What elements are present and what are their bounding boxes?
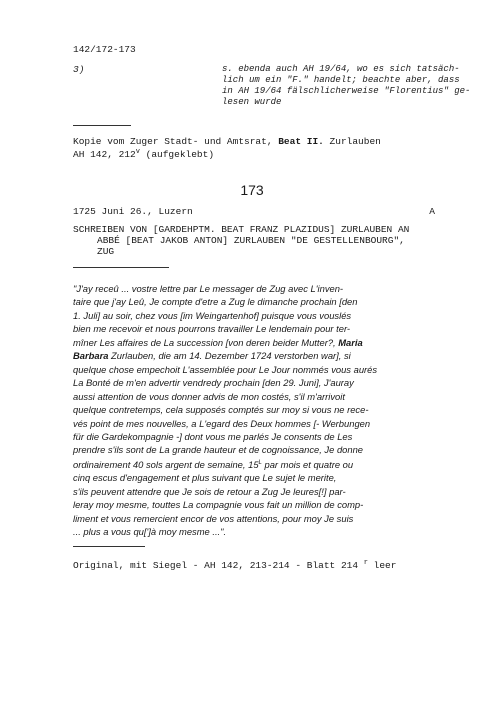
date-place: 1725 Juni 26., Luzern bbox=[73, 206, 193, 217]
heading-line: ABBÉ [BEAT JAKOB ANTON] ZURLAUBEN "DE GESTELLENBOURG", bbox=[97, 235, 405, 246]
letter-line: s'ils peuvent attendre que Je sois de retour a Zug Je leures[!] par- bbox=[73, 485, 346, 497]
copy-suffix: Zurlauben bbox=[323, 136, 381, 147]
letter-line: vés point de mes nouvelles, a L'egard des Deux hommes [- Werbungen bbox=[73, 417, 371, 429]
copy-prefix: Kopie vom Zuger Stadt- und Amtsrat, bbox=[73, 136, 279, 147]
letter-line-text: Zurlauben, die am 14. Dezember 1724 verstorben war], si bbox=[108, 350, 351, 362]
document-number: 173 bbox=[240, 182, 264, 198]
letter-line-text: mîner Les affaires de La succession [von deren beider Mutter?, bbox=[73, 336, 339, 348]
letter-line bbox=[73, 349, 377, 362]
letter-name-maria: Maria bbox=[338, 336, 363, 348]
document-heading bbox=[73, 224, 409, 257]
letter-line: taire que j'ay Leû, Je compte d'etre a Zug le dimanche prochain [den bbox=[73, 296, 358, 308]
document-category: A bbox=[429, 206, 435, 217]
heading-line: SCHREIBEN VON [GARDEHPTM. BEAT FRANZ PLAZIDUS] ZURLAUBEN AN bbox=[73, 224, 410, 235]
copy-note-line-1 bbox=[73, 136, 381, 147]
letter-line bbox=[73, 336, 377, 349]
original-note bbox=[73, 558, 396, 571]
letter-sup: L bbox=[258, 459, 262, 466]
footnote-line: s. ebenda auch AH 19/64, wo es sich tatsäch- bbox=[222, 64, 460, 74]
letter-name-barbara: Barbara bbox=[73, 350, 109, 362]
letter-line: cinq escus d'engagement et plus suivant que Le sujet le merite, bbox=[73, 472, 337, 484]
letter-line bbox=[73, 457, 377, 472]
letter-line: quelque chose empechoit L'assemblée pour Le Jour nommés vous aurés bbox=[73, 363, 378, 375]
copy-ref: AH 142, 212 bbox=[73, 149, 136, 161]
letter-line: 1. Juli] au soir, chez vous [im Weingartenhof] puisque vous vouslés bbox=[73, 309, 352, 321]
letter-text bbox=[73, 282, 377, 539]
copy-note-line-2 bbox=[73, 147, 381, 160]
footnote-line: lesen wurde bbox=[222, 97, 282, 107]
footnote-line: lich um ein "F." handelt; beachte aber, dass bbox=[222, 75, 460, 85]
original-text: Original, mit Siegel - AH 142, 213-214 - Blatt 214 bbox=[73, 560, 364, 572]
letter-line: aussi attention de vous donner advis de mon costés, s'il m'arrivoit bbox=[73, 390, 345, 402]
copy-name: Beat II. bbox=[278, 136, 324, 147]
separator-rule bbox=[73, 267, 169, 268]
date-place-line bbox=[73, 206, 435, 217]
letter-line-text: ordinairement 40 sols argent de semaine, 15 bbox=[73, 459, 259, 471]
separator-rule bbox=[73, 546, 145, 547]
letter-line: leray moy mesme, touttes La compagnie vous fait un million de comp- bbox=[73, 499, 364, 511]
footnote-number: 3) bbox=[73, 64, 85, 75]
copy-note bbox=[73, 136, 381, 160]
footnote-line: in AH 19/64 fälschlicherweise "Florentius" ge- bbox=[222, 86, 471, 96]
letter-line-rest: par mois et quatre ou bbox=[261, 459, 354, 471]
letter-line: "J'ay receû ... vostre lettre par Le messager de Zug avec L'inven- bbox=[73, 283, 344, 294]
heading-line: ZUG bbox=[97, 246, 115, 257]
letter-line: ... plus a vous qu[']à moy mesme ...". bbox=[73, 526, 227, 538]
footnote-text bbox=[222, 64, 470, 108]
original-suffix: leer bbox=[367, 560, 397, 572]
page-reference: 142/172-173 bbox=[73, 44, 136, 55]
letter-line: bien me recevoir et nous pourrons travailler Le lendemain pour ter- bbox=[73, 323, 351, 335]
letter-line: für die Gardekompagnie -] dont vous me parlés Je consents de Les bbox=[73, 430, 353, 442]
letter-line: quelque contretemps, cela supposés comptés sur moy si vous ne rece- bbox=[73, 404, 369, 416]
letter-line: prendre s'ils sont de La grande hauteur et de cognoissance, Je donne bbox=[73, 444, 364, 456]
separator-rule bbox=[73, 125, 131, 126]
copy-ref-sup: v bbox=[135, 148, 140, 156]
original-sup: r bbox=[363, 559, 368, 567]
letter-line: liment et vous remercient encor de vos attentions, pour moy Je suis bbox=[73, 512, 354, 524]
copy-ref-suffix: (aufgeklebt) bbox=[139, 149, 215, 161]
letter-line: La Bonté de m'en advertir vendredy prochain [den 29. Juni], J'auray bbox=[73, 377, 354, 389]
